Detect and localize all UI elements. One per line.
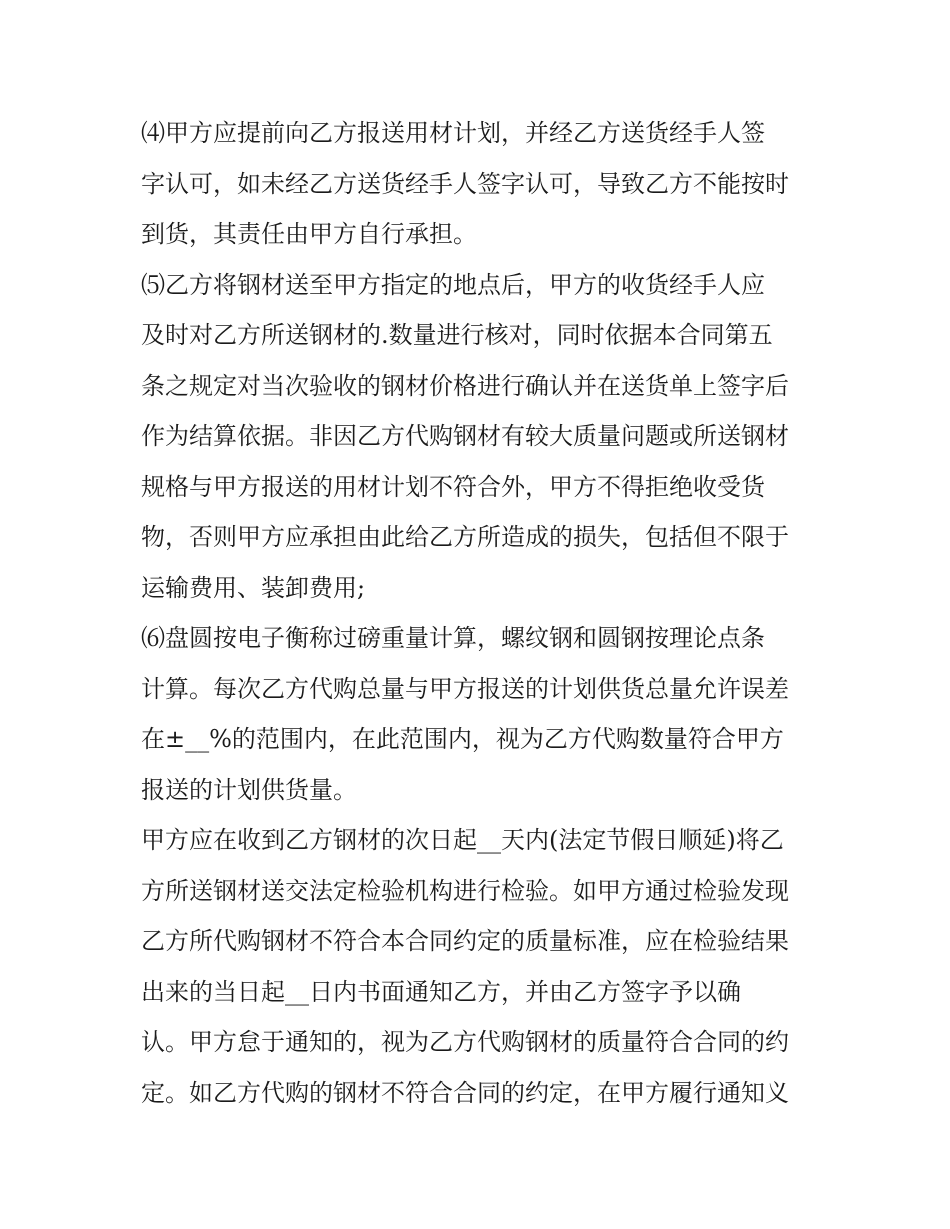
text-line: 及时对乙方所送钢材的.数量进行核对，同时依据本合同第五 bbox=[141, 321, 773, 349]
text-line: ⑸乙方将钢材送至甲方指定的地点后，甲方的收货经手人应 bbox=[141, 270, 765, 299]
text-line: 报送的计划供货量。 bbox=[141, 775, 357, 804]
text-line: 出来的当日起__日内书面通知乙方，并由乙方签字予以确 bbox=[141, 977, 741, 1006]
contract-text-block bbox=[141, 108, 821, 1118]
text-line: 计算。每次乙方代购总量与甲方报送的计划供货总量允许误差 bbox=[141, 674, 789, 703]
text-line: 方所送钢材送交法定检验机构进行检验。如甲方通过检验发现 bbox=[141, 876, 789, 905]
text-line: 运输费用、装卸费用; bbox=[141, 573, 366, 602]
text-line: 在±__%的范围内，在此范围内，视为乙方代购数量符合甲方 bbox=[141, 725, 784, 753]
text-line: 字认可，如未经乙方送货经手人签字认可，导致乙方不能按时 bbox=[141, 169, 789, 198]
text-line: 作为结算依据。非因乙方代购钢材有较大质量问题或所送钢材 bbox=[141, 422, 789, 450]
text-line: 规格与甲方报送的用材计划不符合外，甲方不得拒绝收受货 bbox=[141, 472, 765, 501]
text-line: 乙方所代购钢材不符合本合同约定的质量标准，应在检验结果 bbox=[141, 927, 789, 955]
text-line: 定。如乙方代购的钢材不符合合同的约定，在甲方履行通知义 bbox=[141, 1078, 789, 1107]
text-line: ⑷甲方应提前向乙方报送用材计划，并经乙方送货经手人签 bbox=[141, 119, 765, 147]
text-line: 物，否则甲方应承担由此给乙方所造成的损失，包括但不限于 bbox=[141, 523, 789, 551]
text-line: 认。甲方怠于通知的，视为乙方代购钢材的质量符合合同的约 bbox=[141, 1028, 789, 1056]
text-line: ⑹盘圆按电子衡称过磅重量计算，螺纹钢和圆钢按理论点条 bbox=[141, 624, 765, 652]
text-line: 到货，其责任由甲方自行承担。 bbox=[141, 220, 477, 248]
text-line: 甲方应在收到乙方钢材的次日起__天内(法定节假日顺延)将乙 bbox=[141, 826, 784, 854]
text-line: 条之规定对当次验收的钢材价格进行确认并在送货单上签字后 bbox=[141, 371, 789, 400]
